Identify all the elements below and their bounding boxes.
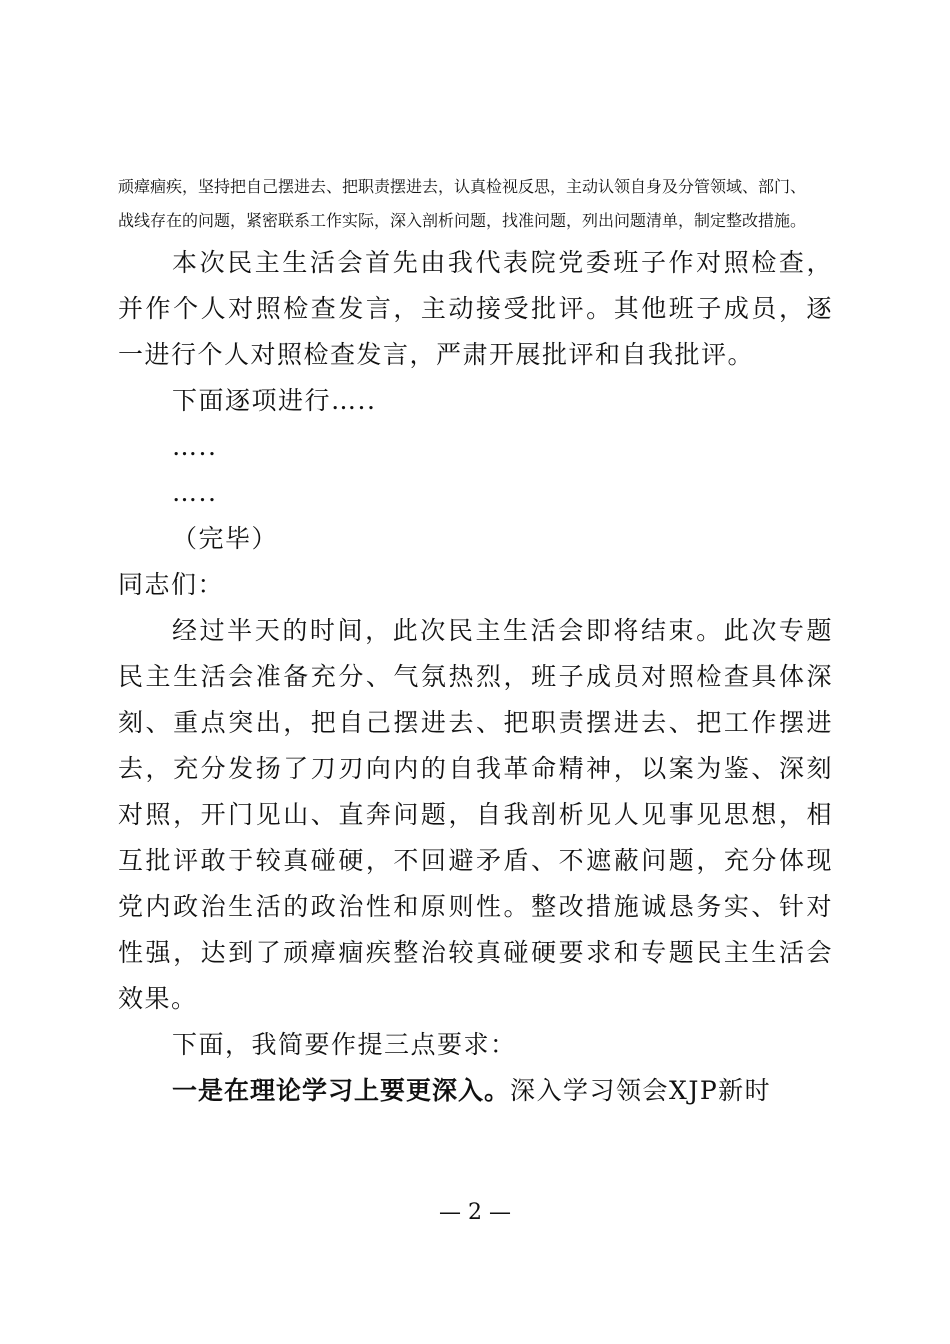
- paragraph-self-criticism-order: 本次民主生活会首先由我代表院党委班子作对照检查，并作个人对照检查发言，主动接受批评。其他班子成员，逐一进行个人对照检查发言，严肃开展批评和自我批评。: [118, 248, 833, 369]
- page-number: — 2 —: [439, 1200, 511, 1225]
- ellipsis-line-2: …..: [172, 478, 218, 507]
- continuation-line-2: 战线存在的问题，紧密联系工作实际，深入剖析问题，找准问题，列出问题清单，制定整改措施。: [118, 211, 807, 230]
- paragraph-point-1: [118, 1068, 833, 1114]
- point-1-heading: 一是在理论学习上要更深入。: [172, 1076, 511, 1105]
- salutation: 同志们：: [118, 570, 225, 599]
- document-body: [118, 170, 833, 1114]
- continuation-line-1: 顽瘴痼疾，坚持把自己摆进去、把职责摆进去，认真检视反思，主动认领自身及分管领域、部门、: [118, 177, 807, 196]
- closing-mark: （完毕）: [172, 524, 279, 553]
- paragraph-proceed-item-by-item: 下面逐项进行…..: [172, 386, 377, 415]
- paragraph-requirements-intro: 下面，我简要作提三点要求：: [172, 1030, 517, 1059]
- ellipsis-line-1: …..: [172, 432, 218, 461]
- paragraph-summary: 经过半天的时间，此次民主生活会即将结束。此次专题民主生活会准备充分、气氛热烈，班子成员对照检查具体深刻、重点突出，把自己摆进去、把职责摆进去、把工作摆进去，充分发扬了刀刃向内的自我革命精神，以案为鉴、深刻对照，开门见山、直奔问题，自我剖析见人见事见思想，相互批评敢于较真碰硬，不回避矛盾、不遮蔽问题，充分体现党内政治生活的政治性和原则性。整改措施诚恳务实、针对性强，达到了顽瘴痼疾整治较真碰硬要求和专题民主生活会效果。: [118, 616, 833, 1013]
- point-1-text: 深入学习领会XJP新时: [510, 1076, 772, 1105]
